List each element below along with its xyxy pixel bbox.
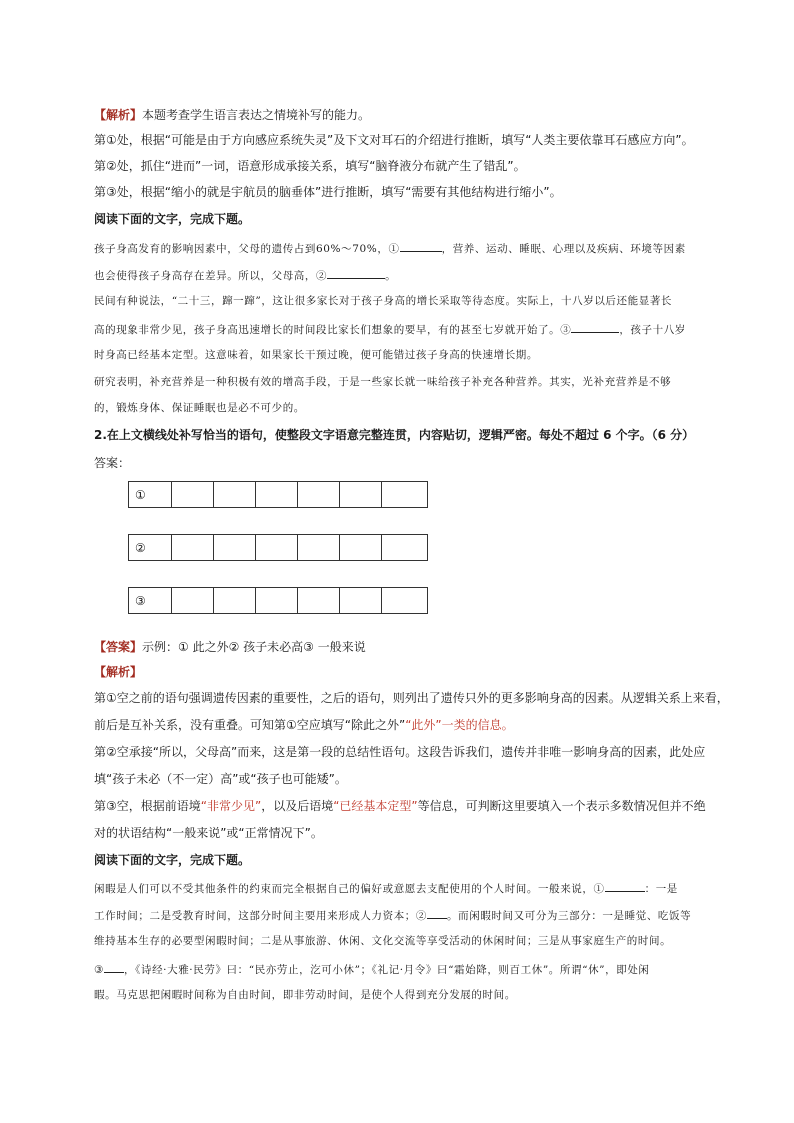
passage-1-line-4: 高的现象非常少见，孩子身高迅速增长的时间段比家长们想象的要早，有的甚至七岁就开始了。③ ，孩子十八岁 (94, 320, 686, 338)
grid-cell[interactable] (297, 535, 339, 560)
grid-cell[interactable] (339, 535, 381, 560)
passage-2-line-2: 工作时间；二是受教育时间，这部分时间主要用来形成人力资本；② 。而闲暇时间又可分为三部分：一是睡觉、吃饭等 (94, 906, 691, 924)
grid-cell[interactable] (213, 535, 255, 560)
grid-cell[interactable] (171, 482, 213, 507)
grid-cell[interactable] (171, 588, 213, 613)
grid-label: ③ (135, 593, 146, 608)
blank-1: ① (594, 883, 645, 895)
question-2: 2.在上文横线处补写恰当的语句，使整段文字语意完整连贯，内容贴切，逻辑严密。每处不超过 6 个字。（6 分） (94, 428, 695, 442)
grid-cell[interactable] (297, 482, 339, 507)
passage-1-line-3: 民间有种说法，“二十三，蹿一蹿”，这让很多家长对于孩子身高的增长采取等待态度。实际上，十八岁以后还能显著长 (94, 295, 673, 307)
blank-2: ② (316, 270, 385, 282)
grid-cell[interactable] (339, 588, 381, 613)
grid-cell[interactable] (213, 482, 255, 507)
passage-1-line-2: 也会使得孩子身高存在差异。所以，父母高，② 。 (94, 266, 396, 284)
reading-instruction-2: 阅读下面的文字，完成下题。 (94, 853, 251, 867)
passage-1-line-7: 的，锻炼身体、保证睡眠也是必不可少的。 (94, 402, 305, 414)
analysis-2-line-1: 第①空之前的语句强调遗传因素的重要性，之后的语句，则列出了遗传只外的更多影响身高的因素。从逻辑关系上来看， (94, 691, 729, 705)
analysis-2-line-2: 前后是互补关系，没有重叠。可知第①空应填写“除此之外”“此外”一类的信息。 (94, 718, 514, 732)
analysis-2-tag: 【解析】 (94, 665, 143, 679)
answer-tag: 【答案】 (94, 640, 143, 654)
passage-2-line-3: 维持基本生存的必要型闲暇时间；二是从事旅游、休闲、文化交流等享受活动的休闲时间；三是从事家庭生产的时间。 (94, 935, 672, 947)
analysis-2-line-5: 第③空，根据前语境“非常少见”，以及后语境“已经基本定型”等信息，可判断这里要填入一个表示多数情况但并不绝 (94, 799, 706, 813)
analysis-1-point-3: 第③处，根据“缩小的就是宇航员的脑垂体”进行推断，填写“需要有其他结构进行缩小”。 (94, 185, 562, 199)
passage-1-line-5: 时身高已经基本定型。这意味着，如果家长干预过晚，便可能错过孩子身高的快速增长期。 (94, 349, 538, 361)
grid-cell[interactable] (213, 588, 255, 613)
blank-3: ③ (94, 964, 124, 976)
answer-grid-2[interactable] (128, 534, 428, 561)
answer-text: 示例：① 此之外② 孩子未必高③ 一般来说 (142, 640, 366, 654)
passage-2-line-5: 暇。马克思把闲暇时间称为自由时间，即非劳动时间，是使个人得到充分发展的时间。 (94, 989, 516, 1001)
analysis-1-intro (94, 107, 370, 123)
grid-cell[interactable] (381, 482, 423, 507)
grid-cell[interactable] (255, 535, 297, 560)
passage-2-line-4: ③ ，《诗经·大雅·民劳》曰：“民亦劳止，汔可小休”；《礼记·月令》曰“霜始降，则百工休”。所谓“休”，即处闲 (94, 960, 650, 978)
grid-cell[interactable] (255, 588, 297, 613)
grid-cell[interactable] (381, 535, 423, 560)
grid-cell[interactable] (381, 588, 423, 613)
passage-2-line-1: 闲暇是人们可以不受其他条件的约束而完全根据自己的偏好或意愿去支配使用的个人时间。一般来说，① ：一是 (94, 879, 678, 897)
answer-grid-3[interactable] (128, 587, 428, 614)
grid-label: ② (135, 540, 146, 555)
passage-1-line-1: 孩子身高发育的影响因素中，父母的遗传占到60%～70%，① ，营养、运动、睡眠、心理以及疾病、环境等因素 (94, 239, 686, 257)
analysis-tag: 【解析】 (94, 108, 143, 122)
blank-2: ② (416, 910, 447, 922)
grid-cell[interactable] (171, 535, 213, 560)
blank-3: ③ (560, 324, 619, 336)
grid-cell[interactable] (297, 588, 339, 613)
analysis-2-line-3: 第②空承接“所以，父母高”而来，这是第一段的总结性语句。这段告诉我们，遗传并非唯一影响身高的因素，此处应 (94, 745, 706, 759)
blank-1: ① (388, 243, 441, 255)
answer-grid-1[interactable] (128, 481, 428, 508)
analysis-text: 本题考查学生语言表达之情境补写的能力。 (142, 108, 371, 122)
passage-1-line-6: 研究表明，补充营养是一种积极有效的增高手段，于是一些家长就一味给孩子补充各种营养。其实，光补充营养是不够 (94, 376, 672, 388)
analysis-1-point-2: 第②处，抓住“进而”一词，语意形成承接关系，填写“脑脊液分布就产生了错乱”。 (94, 159, 526, 173)
answer-line (94, 639, 366, 655)
analysis-1-point-1: 第①处，根据“可能是由于方向感应系统失灵”及下文对耳石的介绍进行推断，填写“人类主要依靠耳石感应方向”。 (94, 133, 694, 147)
reading-instruction-1: 阅读下面的文字，完成下题。 (94, 212, 251, 226)
analysis-2-line-6: 对的状语结构“一般来说”或“正常情况下”。 (94, 826, 323, 840)
grid-cell[interactable] (339, 482, 381, 507)
answer-label: 答案： (94, 456, 131, 470)
analysis-2-line-4: 填“孩子未必（不一定）高”或“孩子也可能矮”。 (94, 772, 347, 786)
grid-cell[interactable] (255, 482, 297, 507)
grid-label: ① (135, 487, 146, 502)
